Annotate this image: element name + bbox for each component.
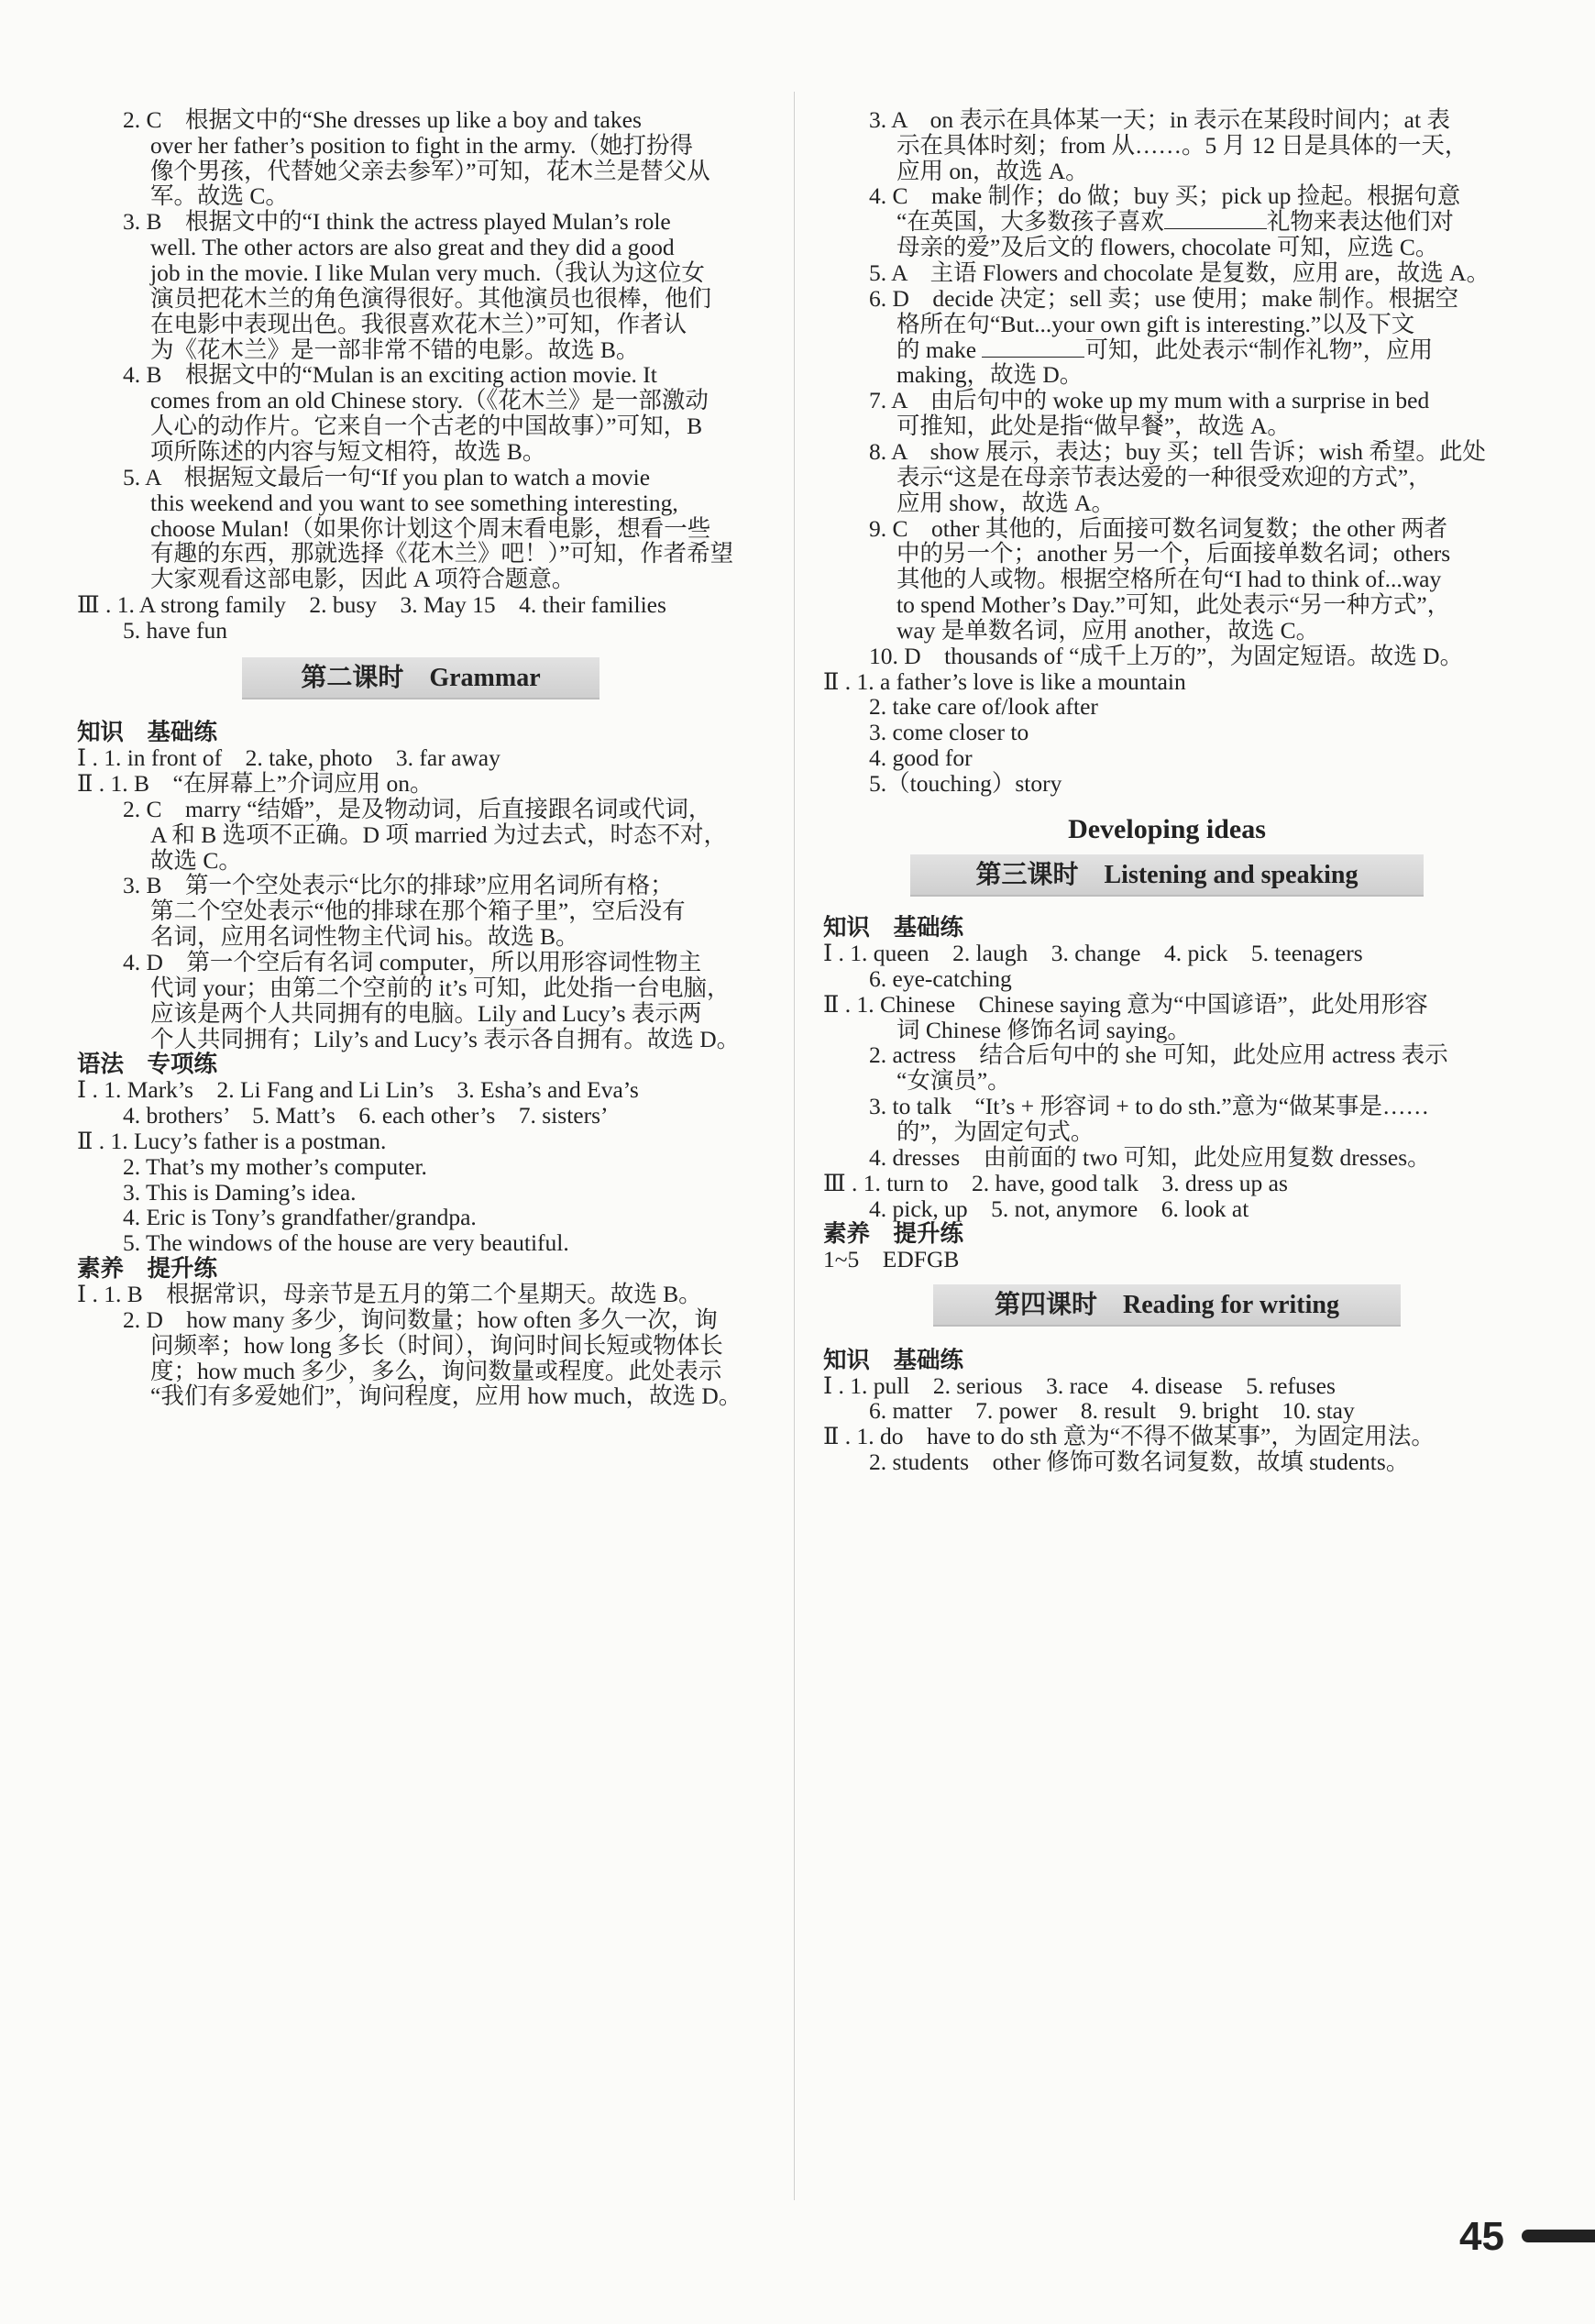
answer-line: 可推知，此处是指“做早餐”，故选 A。 bbox=[896, 413, 1291, 440]
page-number: 45 bbox=[1459, 2214, 1504, 2259]
answer-line: 母亲的爱”及后文的 flowers, chocolate 可知，应选 C。 bbox=[896, 234, 1439, 261]
answer-line: 故选 C。 bbox=[150, 846, 242, 874]
answer-line: 8. A show 展示，表达；buy 买；tell 告诉；wish 希望。此处 bbox=[869, 437, 1486, 465]
answer-line: 9. C other 其他的，后面接可数名词复数；the other 两者 bbox=[869, 514, 1448, 542]
answer-line: 词 Chinese 修饰名词 saying。 bbox=[896, 1016, 1191, 1043]
answer-line: 的”，为固定句式。 bbox=[896, 1118, 1094, 1145]
answer-line: 5. The windows of the house are very beautiful. bbox=[123, 1229, 569, 1257]
answer-line: 5.（touching）story bbox=[869, 770, 1062, 798]
answer-line: 6. eye-catching bbox=[869, 964, 1012, 992]
answer-line: 4. D 第一个空后有名词 computer，所以用形容词性物主 bbox=[123, 948, 702, 975]
answer-line: comes from an old Chinese story.（《花木兰》是一部激动 bbox=[150, 387, 709, 414]
answer-line: A 和 B 选项不正确。D 项 married 为过去式，时态不对， bbox=[150, 821, 727, 848]
answer-line: 3. This is Daming’s idea. bbox=[123, 1178, 357, 1206]
answer-line: 4. dresses 由前面的 two 可知，此处应用复数 dresses。 bbox=[869, 1143, 1431, 1171]
answer-line: 3. to talk “It’s + 形容词 + to do sth.”意为“做某事是…… bbox=[869, 1093, 1429, 1120]
answer-line: 2. C marry “结婚”，是及物动词，后直接跟名词或代词， bbox=[123, 795, 712, 822]
answer-line: 中的另一个；another 另一个，后面接单数名词；others bbox=[896, 540, 1451, 567]
answer-line: Ⅱ . 1. do have to do sth 意为“不得不做某事”，为固定用法。 bbox=[823, 1423, 1435, 1450]
answer-line: 1~5 EDFGB bbox=[823, 1246, 960, 1273]
answer-line: Ⅱ . 1. Lucy’s father is a postman. bbox=[77, 1127, 387, 1154]
answer-line: 5. A 根据短文最后一句“If you plan to watch a movie bbox=[123, 463, 651, 490]
answer-line: 第二个空处表示“他的排球在那个箱子里”，空后没有 bbox=[150, 898, 686, 925]
answer-line: 5. A 主语 Flowers and chocolate 是复数，应用 are，故选 A。 bbox=[869, 259, 1490, 287]
answer-line: Ⅰ . 1. pull 2. serious 3. race 4. disease 5. refuses bbox=[823, 1371, 1336, 1399]
answer-line: 问频率；how long 多长（时间），询问时间长短或物体长 bbox=[150, 1331, 723, 1359]
section-title-developing-ideas: Developing ideas bbox=[1068, 813, 1266, 844]
answer-line: 演员把花木兰的角色演得很好。其他演员也很棒，他们 bbox=[150, 284, 712, 312]
answer-line: 应用 show，故选 A。 bbox=[896, 489, 1116, 516]
fill-blank bbox=[982, 340, 1084, 358]
answer-line: Ⅱ . 1. B “在屏幕上”介词应用 on。 bbox=[77, 770, 434, 798]
section-heading: 知识 基础练 bbox=[77, 719, 218, 746]
section-heading: 素养 提升练 bbox=[77, 1255, 218, 1283]
answer-line: “在英国，大多数孩子喜欢 礼物来表达他们对 bbox=[896, 208, 1454, 236]
answer-line: 格所在句“But...your own gift is interesting.”以及下文 bbox=[896, 310, 1415, 337]
answer-line: 2. C 根据文中的“She dresses up like a boy and takes bbox=[123, 105, 642, 133]
answer-line: Ⅱ . 1. Chinese Chinese saying 意为“中国谚语”，此处用形容 bbox=[823, 990, 1428, 1018]
answer-line: to spend Mother’s Day.”可知，此处表示“另一种方式”， bbox=[896, 591, 1451, 619]
answer-line: 4. C make 制作；do 做；buy 买；pick up 捡起。根据句意 bbox=[869, 182, 1461, 210]
answer-line: 3. come closer to bbox=[869, 719, 1029, 746]
answer-line: 应该是两个人共同拥有的电脑。Lily and Lucy’s 表示两 bbox=[150, 999, 702, 1027]
answer-line: this weekend and you want to see something interesting, bbox=[150, 489, 678, 516]
answer-line: way 是单数名词，应用 another，故选 C。 bbox=[896, 616, 1320, 644]
answer-line: 示在具体时刻；from 从……。5 月 12 日是具体的一天， bbox=[896, 131, 1468, 159]
answer-line: 军。故选 C。 bbox=[150, 182, 289, 210]
answer-line: 名词，应用名词性物主代词 his。故选 B。 bbox=[150, 923, 579, 951]
answer-line: Ⅲ . 1. A strong family 2. busy 3. May 15 4. their families bbox=[77, 591, 666, 619]
fill-blank bbox=[1164, 212, 1267, 229]
answer-line: 项所陈述的内容与短文相符，故选 B。 bbox=[150, 437, 546, 465]
answer-line: Ⅰ . 1. queen 2. laugh 3. change 4. pick 5. teenagers bbox=[823, 940, 1363, 967]
answer-line: 度；how much 多少，多么，询问数量或程度。此处表示 bbox=[150, 1357, 722, 1384]
answer-line: Ⅱ . 1. a father’s love is like a mountain bbox=[823, 667, 1186, 695]
answer-line: Ⅲ . 1. turn to 2. have, good talk 3. dress up as bbox=[823, 1169, 1288, 1196]
answer-line: over her father’s position to fight in the army.（她打扮得 bbox=[150, 131, 694, 159]
answer-line: 的 make 可知，此处表示“制作礼物”，应用 bbox=[896, 336, 1434, 363]
answer-line: well. The other actors are also great and they did a good bbox=[150, 234, 675, 261]
answer-line: 3. A on 表示在具体某一天；in 表示在某段时间内；at 表 bbox=[869, 105, 1450, 133]
lesson-banner-listening: 第三课时 Listening and speaking bbox=[910, 854, 1424, 897]
section-heading: 知识 基础练 bbox=[823, 1346, 964, 1373]
answer-line: 7. A 由后句中的 woke up my mum with a surprise in bed bbox=[869, 387, 1430, 414]
column-divider bbox=[794, 92, 795, 2200]
answer-line: 2. D how many 多少，询问数量；how often 多久一次，询 bbox=[123, 1305, 718, 1333]
answer-line: 5. have fun bbox=[123, 616, 228, 644]
lesson-banner-reading: 第四课时 Reading for writing bbox=[933, 1284, 1401, 1327]
page-number-bar bbox=[1522, 2230, 1595, 2242]
answer-line: 像个男孩，代替她父亲去参军）”可知，花木兰是替父从 bbox=[150, 157, 710, 184]
answer-line: 4. Eric is Tony’s grandfather/grandpa. bbox=[123, 1204, 477, 1231]
answer-line: 有趣的东西，那就选择《花木兰》吧！）”可知，作者希望 bbox=[150, 540, 734, 567]
section-heading: 知识 基础练 bbox=[823, 914, 964, 942]
answer-line: choose Mulan!（如果你计划这个周末看电影，想看一些 bbox=[150, 514, 711, 542]
answer-line: job in the movie. I like Mulan very much.（我认为这位女 bbox=[150, 259, 705, 287]
answer-line: Ⅰ . 1. B 根据常识，母亲节是五月的第二个星期天。故选 B。 bbox=[77, 1281, 702, 1308]
answer-line: making，故选 D。 bbox=[896, 361, 1084, 389]
answer-line: 应用 on，故选 A。 bbox=[896, 157, 1089, 184]
answer-line: 4. B 根据文中的“Mulan is an exciting action movie. It bbox=[123, 361, 657, 389]
answer-line: 10. D thousands of “成千上万的”，为固定短语。故选 D。 bbox=[869, 642, 1464, 669]
answer-line: 6. matter 7. power 8. result 9. bright 10. stay bbox=[869, 1397, 1355, 1425]
answer-line: 大家观看这部电影，因此 A 项符合题意。 bbox=[150, 566, 576, 593]
section-heading: 素养 提升练 bbox=[823, 1220, 964, 1248]
answer-line: 3. B 第一个空处表示“比尔的排球”应用名词所有格； bbox=[123, 872, 674, 899]
answer-line: 为《花木兰》是一部非常不错的电影。故选 B。 bbox=[150, 336, 640, 363]
answer-line: 其他的人或物。根据空格所在句“I had to think of...way bbox=[896, 566, 1442, 593]
answer-line: 4. brothers’ 5. Matt’s 6. each other’s 7. sisters’ bbox=[123, 1102, 609, 1129]
answer-line: “我们有多爱她们”，询问程度，应用 how much，故选 D。 bbox=[150, 1382, 742, 1410]
lesson-banner-grammar: 第二课时 Grammar bbox=[242, 657, 600, 699]
answer-line: 2. That’s my mother’s computer. bbox=[123, 1152, 427, 1180]
answer-line: 2. students other 修饰可数名词复数，故填 students。 bbox=[869, 1448, 1410, 1476]
answer-line: 3. B 根据文中的“I think the actress played Mulan’s role bbox=[123, 208, 671, 236]
answer-line: 在电影中表现出色。我很喜欢花木兰）”可知，作者认 bbox=[150, 310, 688, 337]
answer-line: 6. D decide 决定；sell 卖；use 使用；make 制作。根据空 bbox=[869, 284, 1459, 312]
answer-line: 个人共同拥有；Lily’s and Lucy’s 表示各自拥有。故选 D。 bbox=[150, 1025, 741, 1052]
answer-line: 人心的动作片。它来自一个古老的中国故事）”可知，B bbox=[150, 413, 703, 440]
answer-line: 表示“这是在母亲节表达爱的一种很受欢迎的方式”， bbox=[896, 463, 1432, 490]
answer-line: “女演员”。 bbox=[896, 1067, 1011, 1095]
answer-line: Ⅰ . 1. in front of 2. take, photo 3. far away bbox=[77, 744, 500, 772]
answer-line: Ⅰ . 1. Mark’s 2. Li Fang and Li Lin’s 3. Esha’s and Eva’s bbox=[77, 1076, 639, 1104]
answer-line: 2. actress 结合后句中的 she 可知，此处应用 actress 表示 bbox=[869, 1041, 1448, 1069]
answer-line: 代词 your；由第二个空前的 it’s 可知，此处指一台电脑， bbox=[150, 974, 731, 1001]
answer-line: 2. take care of/look after bbox=[869, 693, 1098, 721]
section-heading: 语法 专项练 bbox=[77, 1051, 218, 1078]
answer-line: 4. good for bbox=[869, 744, 973, 772]
answer-line: 4. pick, up 5. not, anymore 6. look at bbox=[869, 1195, 1249, 1222]
